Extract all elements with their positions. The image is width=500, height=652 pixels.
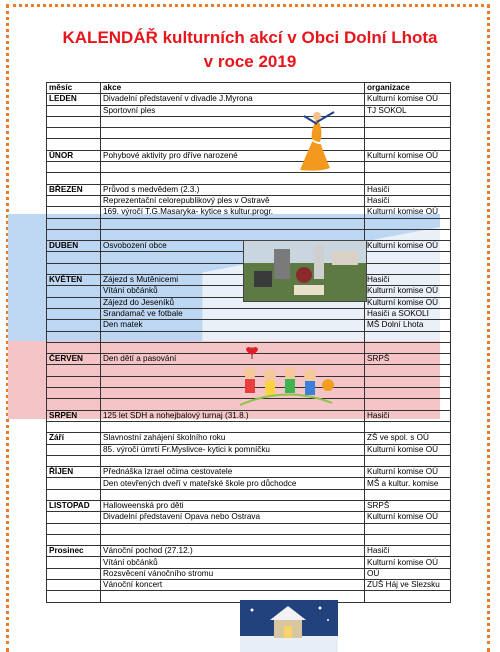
organization-cell [365, 331, 451, 342]
organization-cell [365, 263, 451, 274]
table-row [47, 489, 451, 500]
month-cell: ÚNOR [47, 150, 101, 161]
table-header-row [47, 83, 451, 94]
table-row [47, 455, 451, 466]
memorial-photo [243, 240, 367, 302]
table-row [47, 116, 451, 127]
event-cell: Sportovní ples [101, 105, 365, 116]
month-cell: LEDEN [47, 94, 101, 105]
organization-cell [365, 399, 451, 410]
month-cell [47, 116, 101, 127]
month-cell: ŘÍJEN [47, 467, 101, 478]
table-row [47, 478, 451, 489]
event-cell [101, 523, 365, 534]
event-cell: Přednáška Izrael očima cestovatele [101, 467, 365, 478]
month-cell: KVĚTEN [47, 275, 101, 286]
table-row [47, 546, 451, 557]
month-cell [47, 399, 101, 410]
event-cell: Vítání občánků [101, 557, 365, 568]
event-cell [101, 331, 365, 342]
month-cell [47, 105, 101, 116]
month-cell [47, 444, 101, 455]
page-title: KALENDÁŘ kulturních akcí v Obci Dolní Lhota [62, 28, 438, 47]
month-cell [47, 388, 101, 399]
month-cell [47, 162, 101, 173]
page-subtitle: v roce 2019 [203, 52, 297, 71]
organization-cell: ZUŠ Háj ve Slezsku [365, 580, 451, 591]
event-cell [101, 173, 365, 184]
table-row [47, 433, 451, 444]
month-cell [47, 557, 101, 568]
dancer-illustration [290, 110, 344, 174]
table-row [47, 195, 451, 206]
organization-cell [365, 162, 451, 173]
organization-cell [365, 534, 451, 545]
table-row [47, 523, 451, 534]
organization-cell: TJ SOKOL [365, 105, 451, 116]
month-cell: Prosinec [47, 546, 101, 557]
organization-cell [365, 229, 451, 240]
organization-cell [365, 489, 451, 500]
organization-cell: Hasiči [365, 410, 451, 421]
table-row [47, 557, 451, 568]
organization-cell: OÚ [365, 568, 451, 579]
event-cell: Zájezd s Mutěnicemi [101, 275, 365, 286]
table-row [47, 500, 451, 511]
table-row [47, 150, 451, 161]
calendar-table [46, 82, 451, 603]
month-cell [47, 229, 101, 240]
month-cell [47, 218, 101, 229]
table-row [47, 128, 451, 139]
month-cell [47, 173, 101, 184]
event-cell: Rozsvěcení vánočního stromu [101, 568, 365, 579]
table-row [47, 218, 451, 229]
organization-cell [365, 388, 451, 399]
organization-cell: Kulturní komise OÚ [365, 207, 451, 218]
event-cell [101, 218, 365, 229]
month-cell [47, 195, 101, 206]
organization-cell [365, 523, 451, 534]
organization-cell [365, 342, 451, 353]
month-cell [47, 139, 101, 150]
month-cell: LISTOPAD [47, 500, 101, 511]
organization-cell: SRPŠ [365, 354, 451, 365]
month-cell: BŘEZEN [47, 184, 101, 195]
children-illustration [236, 345, 336, 415]
event-cell: 85. výročí úmrtí Fr.Myslivce- kytici k pomníčku [101, 444, 365, 455]
event-cell: Osvobození obce [101, 241, 365, 252]
organization-cell [365, 218, 451, 229]
month-cell [47, 421, 101, 432]
month-cell [47, 523, 101, 534]
event-cell: Divadelní představení v divadle J.Myrona [101, 94, 365, 105]
organization-cell: Kulturní komise OÚ [365, 241, 451, 252]
organization-cell: Kulturní komise OÚ [365, 297, 451, 308]
event-cell: Den matek [101, 320, 365, 331]
organization-cell: Kulturní komise OÚ [365, 557, 451, 568]
organization-cell [365, 116, 451, 127]
event-cell: Průvod s medvědem (2.3.) [101, 184, 365, 195]
month-cell [47, 207, 101, 218]
event-cell [101, 489, 365, 500]
event-cell: Den dětí a pasování [101, 354, 365, 365]
event-cell: Vánoční koncert [101, 580, 365, 591]
table-row [47, 162, 451, 173]
table-row [47, 580, 451, 591]
month-cell [47, 365, 101, 376]
month-cell [47, 591, 101, 602]
table-row [47, 421, 451, 432]
organization-cell: MŠ a kultur. komise [365, 478, 451, 489]
table-row [47, 229, 451, 240]
table-row [47, 173, 451, 184]
organization-cell [365, 252, 451, 263]
organization-cell: Hasiči [365, 546, 451, 557]
month-cell: Září [47, 433, 101, 444]
month-cell: ČERVEN [47, 354, 101, 365]
table-row [47, 184, 451, 195]
month-cell [47, 331, 101, 342]
table-row [47, 207, 451, 218]
table-row [47, 331, 451, 342]
month-cell [47, 512, 101, 523]
organization-cell: Kulturní komise OÚ [365, 467, 451, 478]
organization-cell [365, 455, 451, 466]
organization-cell: Kulturní komise OÚ [365, 444, 451, 455]
event-cell: Slavnostní zahájení školního roku [101, 433, 365, 444]
event-cell [101, 534, 365, 545]
month-cell [47, 568, 101, 579]
organization-cell: SRPŠ [365, 500, 451, 511]
organization-cell [365, 365, 451, 376]
event-cell: Den otevřených dveří v mateřské škole pro důchodce [101, 478, 365, 489]
organization-cell: Kulturní komise OÚ [365, 286, 451, 297]
organization-cell [365, 128, 451, 139]
header-event: akce [101, 83, 365, 94]
table-row [47, 320, 451, 331]
header-organization: organizace [365, 83, 451, 94]
organization-cell: Kulturní komise OÚ [365, 512, 451, 523]
month-cell [47, 478, 101, 489]
table-row [47, 568, 451, 579]
event-cell: Halloweenská pro děti [101, 500, 365, 511]
event-cell: 169. výročí T.G.Masaryka- kytice s kultur.progr. [101, 207, 365, 218]
month-cell [47, 534, 101, 545]
table-row [47, 308, 451, 319]
organization-cell: Kulturní komise OÚ [365, 150, 451, 161]
event-cell: Vánoční pochod (27.12.) [101, 546, 365, 557]
organization-cell: Hasiči [365, 184, 451, 195]
event-cell [101, 229, 365, 240]
event-cell: Reprezentační celorepublikový ples v Ostravě [101, 195, 365, 206]
month-cell [47, 320, 101, 331]
month-cell: SRPEN [47, 410, 101, 421]
month-cell [47, 128, 101, 139]
month-cell [47, 489, 101, 500]
organization-cell [365, 376, 451, 387]
table-row [47, 139, 451, 150]
month-cell: DUBEN [47, 241, 101, 252]
event-cell: Srandamač ve fotbale [101, 308, 365, 319]
month-cell [47, 297, 101, 308]
organization-cell: ZŠ ve spol. s OÚ [365, 433, 451, 444]
organization-cell: MŠ Dolní Lhota [365, 320, 451, 331]
organization-cell: Kulturní komise OÚ [365, 94, 451, 105]
event-cell: Vítání občánků [101, 286, 365, 297]
table-row [47, 105, 451, 116]
table-row [47, 94, 451, 105]
organization-cell: Hasiči a SOKOLI [365, 308, 451, 319]
event-cell [101, 455, 365, 466]
month-cell [47, 455, 101, 466]
month-cell [47, 286, 101, 297]
event-cell: Pohybové aktivity pro dříve narozené [101, 150, 365, 161]
organization-cell: Hasiči [365, 275, 451, 286]
christmas-church-picture [240, 600, 338, 652]
organization-cell [365, 139, 451, 150]
organization-cell [365, 591, 451, 602]
header-month: měsíc [47, 83, 101, 94]
month-cell [47, 252, 101, 263]
organization-cell [365, 421, 451, 432]
table-row [47, 512, 451, 523]
event-cell: 125 let SDH a nohejbalový turnaj (31.8.) [101, 410, 365, 421]
organization-cell [365, 173, 451, 184]
event-cell [101, 421, 365, 432]
month-cell [47, 308, 101, 319]
table-row [47, 534, 451, 545]
organization-cell: Hasiči [365, 195, 451, 206]
event-cell: Divadelní představení Opava nebo Ostrava [101, 512, 365, 523]
table-row [47, 467, 451, 478]
event-cell: Zájezd do Jeseníků [101, 297, 365, 308]
month-cell [47, 580, 101, 591]
month-cell [47, 376, 101, 387]
table-row [47, 444, 451, 455]
month-cell [47, 342, 101, 353]
month-cell [47, 263, 101, 274]
